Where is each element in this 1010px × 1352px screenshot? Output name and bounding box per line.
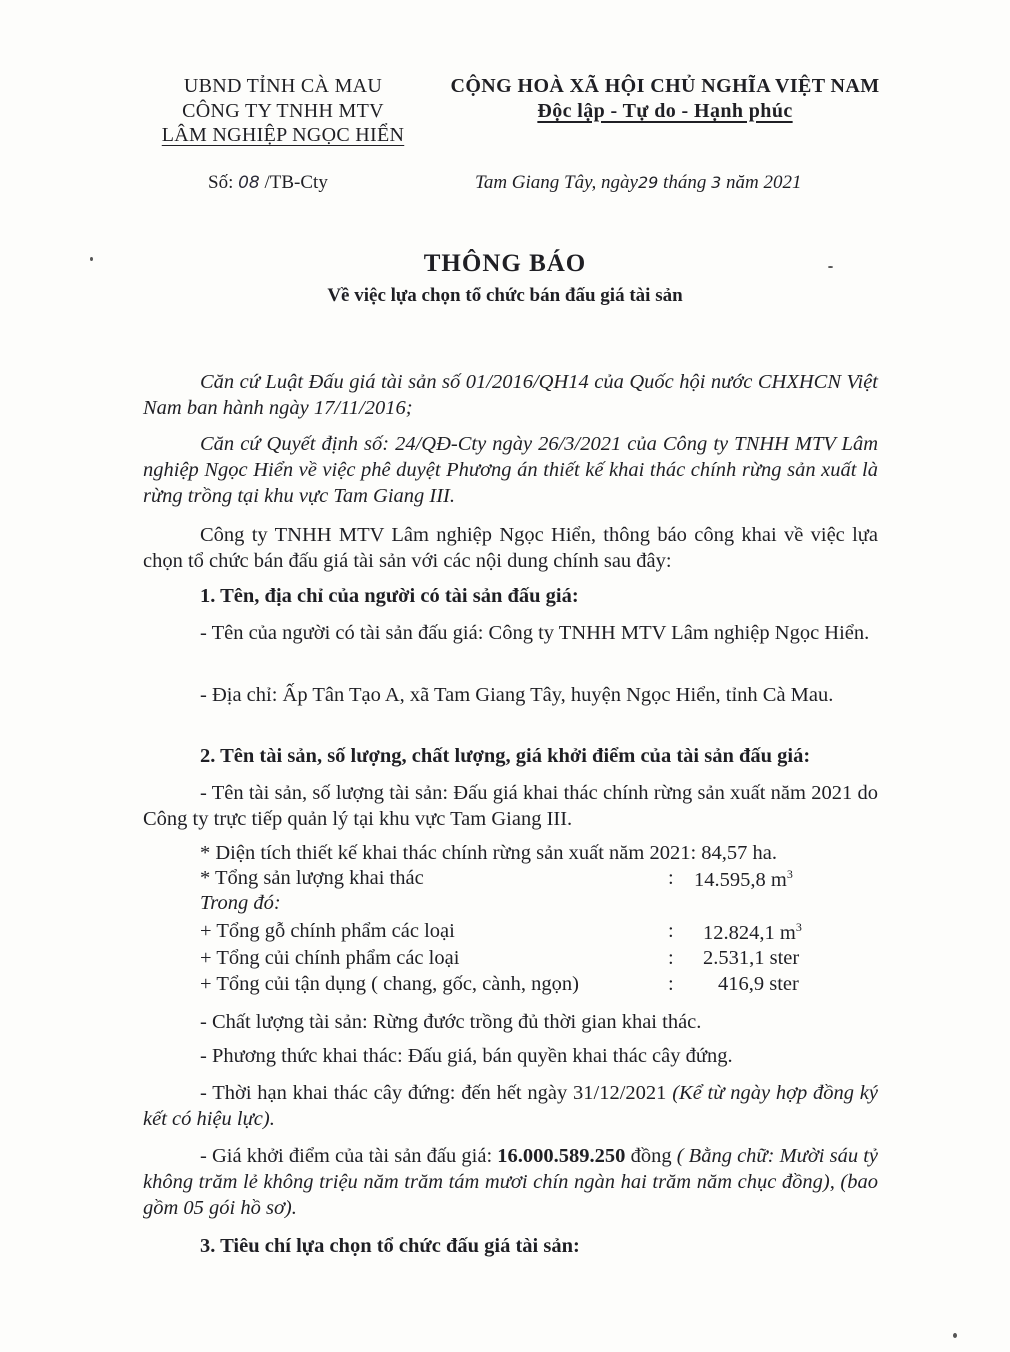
asset-description: - Tên tài sản, số lượng tài sản: Đấu giá khai thác chính rừng sản xuất năm 2021 do Công ty trực tiếp quản lý tại khu vực Tam Giang III.	[143, 782, 878, 830]
yield-item-2-label: + Tổng củi chính phẩm các loại	[200, 947, 460, 969]
total-yield-colon: :	[668, 867, 674, 889]
section-2-heading: 2. Tên tài sản, số lượng, chất lượng, giá khởi điểm của tài sản đấu giá:	[200, 745, 811, 767]
date-line	[475, 172, 802, 194]
section-3-heading: 3. Tiêu chí lựa chọn tổ chức đấu giá tài sản:	[200, 1235, 580, 1257]
document-subtitle: Về việc lựa chọn tổ chức bán đấu giá tài sản	[327, 285, 683, 306]
doc-number-prefix: Số:	[208, 172, 234, 193]
scan-speck	[953, 1333, 957, 1338]
harvest-area: * Diện tích thiết kế khai thác chính rừng sản xuất năm 2021: 84,57 ha.	[200, 842, 778, 864]
issuer-province: UBND TỈNH CÀ MAU	[183, 75, 383, 97]
of-which-label: Trong đó:	[200, 892, 281, 914]
harvest-method: - Phương thức khai thác: Đấu giá, bán quyền khai thác cây đứng.	[200, 1045, 733, 1067]
total-yield-value: 14.595,8 $m^3$	[694, 867, 793, 891]
date-year: năm 2021	[726, 172, 802, 193]
yield-item-1-label: + Tổng gỗ chính phẩm các loại	[200, 920, 455, 942]
national-motto: Độc lập - Tự do - Hạnh phúc	[537, 99, 793, 122]
intro-paragraph: Công ty TNHH MTV Lâm nghiệp Ngọc Hiển, thông báo công khai về việc lựa chọn tổ chức bán đấu giá tài sản với các nội dung chính sau đây:	[143, 524, 878, 572]
owner-name: - Tên của người có tài sản đấu giá: Công ty TNHH MTV Lâm nghiệp Ngọc Hiển.	[200, 622, 870, 644]
owner-address: - Địa chỉ: Ấp Tân Tạo A, xã Tam Giang Tây, huyện Ngọc Hiển, tỉnh Cà Mau.	[200, 684, 834, 706]
document-number	[208, 172, 328, 194]
yield-item-2-colon: :	[668, 947, 674, 969]
starting-price-value: 16.000.589.250	[497, 1145, 626, 1167]
legal-basis-1: Căn cứ Luật Đấu giá tài sản số 01/2016/QH14 của Quốc hội nước CHXHCN Việt Nam ban hành ngày 17/11/2016;	[143, 371, 878, 419]
scan-speck	[828, 266, 833, 268]
national-header	[440, 74, 890, 123]
starting-price-words: ( Bằng chữ: Mười sáu tỷ không trăm lẻ không triệu năm trăm tám mươi chín ngàn hai trăm năm chục đồng), (bao gồm 05 gói hồ sơ).	[143, 1145, 879, 1219]
issuer-company-name: LÂM NGHIỆP NGỌC HIỂN	[161, 124, 405, 146]
yield-item-1-value: 12.824,1 $m^3$	[703, 920, 802, 944]
harvest-deadline: - Thời hạn khai thác cây đứng: đến hết ngày 31/12/2021 (Kể từ ngày hợp đồng ký kết có hiệu lực).	[143, 1082, 879, 1130]
yield-item-2-value: 2.531,1 ster	[703, 947, 800, 969]
legal-basis-2: Căn cứ Quyết định số: 24/QĐ-Cty ngày 26/3/2021 của Công ty TNHH MTV Lâm nghiệp Ngọc Hiển về việc phê duyệt Phương án thiết kế khai thác chính rừng sản xuất là rừng trồng tại khu vực Tam Giang III.	[143, 433, 878, 507]
doc-number-handwritten: 08	[238, 173, 260, 193]
starting-price: - Giá khởi điểm của tài sản đấu giá: 16.000.589.250 đồng ( Bằng chữ: Mười sáu tỷ không trăm lẻ không triệu năm trăm tám mươi chín ngàn hai trăm năm chục đồng), (bao gồm 05 gói hồ sơ).	[143, 1145, 879, 1219]
yield-item-3-value: 416,9 ster	[718, 973, 799, 995]
total-yield-label: * Tổng sản lượng khai thác	[200, 867, 424, 889]
date-month-label: tháng	[663, 172, 707, 193]
yield-item-3-colon: :	[668, 973, 674, 995]
asset-quality: - Chất lượng tài sản: Rừng đước trồng đủ thời gian khai thác.	[200, 1011, 702, 1033]
scan-speck	[90, 257, 93, 261]
date-place: Tam Giang Tây, ngày	[475, 172, 638, 193]
section-1-heading: 1. Tên, địa chỉ của người có tài sản đấu giá:	[200, 585, 579, 607]
date-month-handwritten: 3	[711, 173, 722, 192]
yield-item-1-colon: :	[668, 920, 674, 942]
national-title: CỘNG HOÀ XÃ HỘI CHỦ NGHĨA VIỆT NAM	[450, 75, 880, 97]
issuer-block	[138, 74, 428, 148]
document-title: THÔNG BÁO	[423, 250, 587, 277]
date-day-handwritten: 29	[637, 173, 659, 192]
yield-item-3-label: + Tổng củi tận dụng ( chang, gốc, cành, ngọn)	[200, 973, 579, 995]
issuer-company-type: CÔNG TY TNHH MTV	[182, 99, 384, 122]
doc-number-suffix: /TB-Cty	[264, 172, 328, 193]
